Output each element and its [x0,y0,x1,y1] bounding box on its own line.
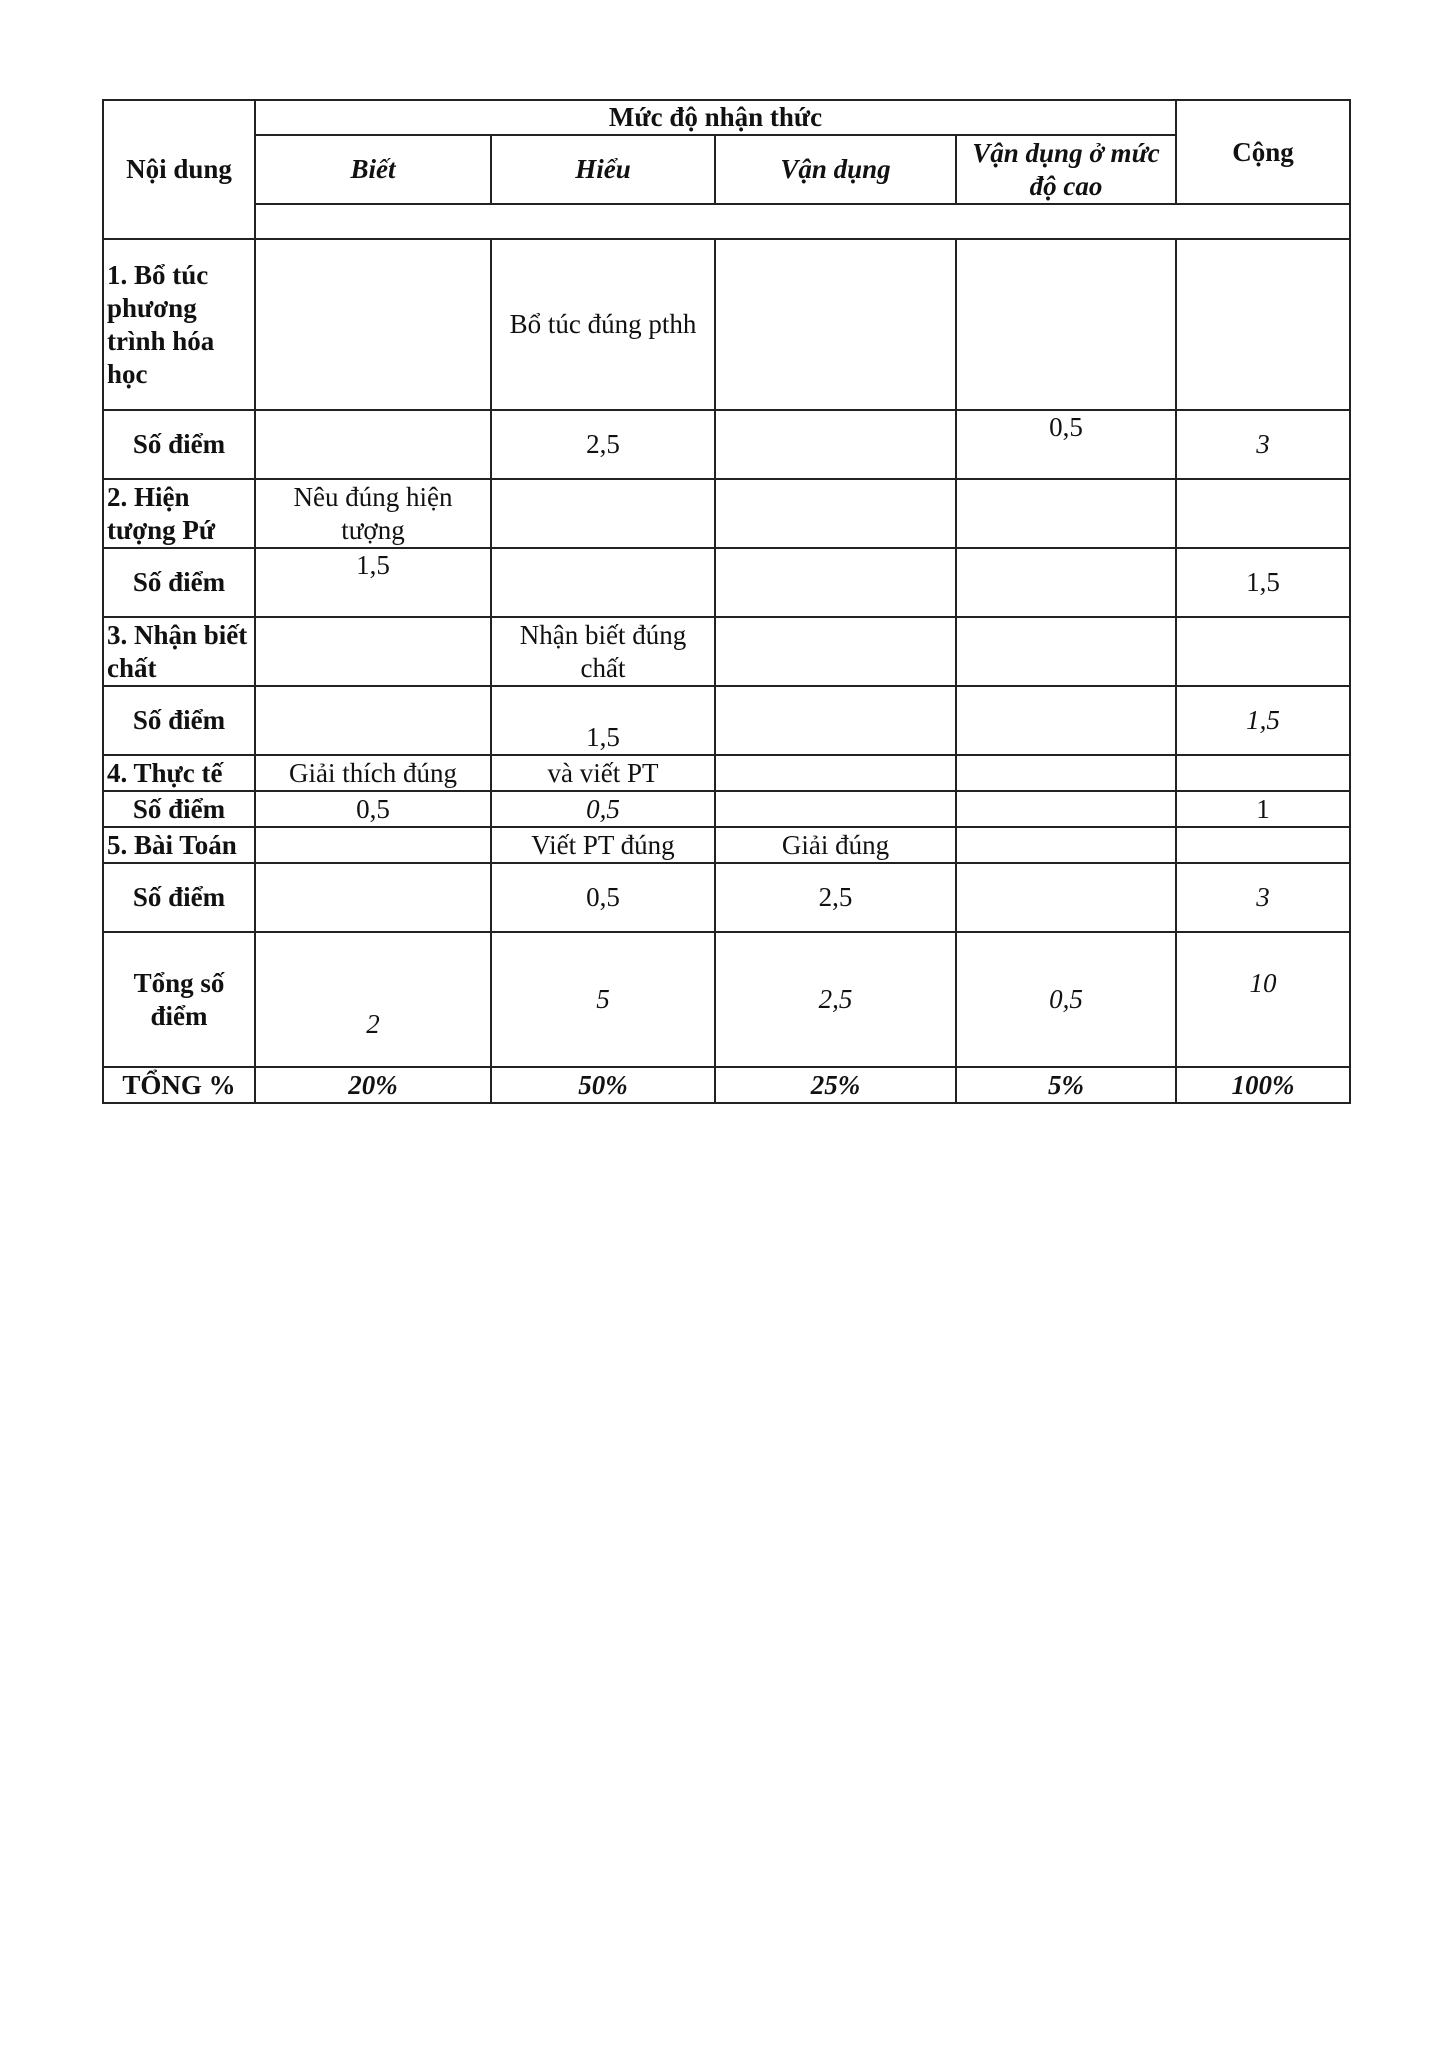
cell [956,755,1176,791]
score-5-total: 3 [1176,863,1350,932]
cell-r5-vd: Giải đúng [715,827,956,863]
cell [715,686,956,755]
topic-3: 3. Nhận biết chất [103,617,255,686]
cell [1176,617,1350,686]
cell-r5-hieu: Viết PT đúng [491,827,715,863]
score-1-hieu: 2,5 [491,410,715,479]
sum-vd: 2,5 [715,932,956,1067]
cell [491,479,715,548]
cell [715,479,956,548]
sum-biet: 2 [255,932,491,1067]
cell [1176,755,1350,791]
cell-r2-biet: Nêu đúng hiện tượng [255,479,491,548]
cell [491,548,715,617]
cell [956,791,1176,827]
score-4-biet: 0,5 [255,791,491,827]
cell [715,410,956,479]
cell [255,239,491,410]
pct-biet: 20% [255,1067,491,1103]
cell [1176,827,1350,863]
score-label-2: Số điểm [103,548,255,617]
score-2-total: 1,5 [1176,548,1350,617]
header-level-van-dung: Vận dụng [715,135,956,204]
pct-total: 100% [1176,1067,1350,1103]
score-5-hieu: 0,5 [491,863,715,932]
score-label-4: Số điểm [103,791,255,827]
score-label-3: Số điểm [103,686,255,755]
pct-hieu: 50% [491,1067,715,1103]
score-5-vd: 2,5 [715,863,956,932]
cell [956,863,1176,932]
cell [715,755,956,791]
header-content: Nội dung [103,100,255,239]
cell [1176,479,1350,548]
header-level-hieu: Hiểu [491,135,715,204]
score-4-hieu: 0,5 [491,791,715,827]
topic-4: 4. Thực tế [103,755,255,791]
score-1-total: 3 [1176,410,1350,479]
assessment-matrix-table [102,99,1351,1104]
cell [715,239,956,410]
header-spacer [255,204,1350,239]
header-total: Cộng [1176,100,1350,204]
score-label-5: Số điểm [103,863,255,932]
cell [956,479,1176,548]
topic-1: 1. Bổ túc phương trình hóa học [103,239,255,410]
cell [715,617,956,686]
cell-r4-hieu: và viết PT [491,755,715,791]
cell [956,827,1176,863]
sum-label: Tổng số điểm [103,932,255,1067]
cell [255,617,491,686]
header-level-biet: Biết [255,135,491,204]
topic-5: 5. Bài Toán [103,827,255,863]
cell [956,548,1176,617]
cell [1176,239,1350,410]
cell [715,791,956,827]
score-2-biet: 1,5 [255,548,491,617]
header-cognitive-level: Mức độ nhận thức [255,100,1176,135]
score-1-vdc: 0,5 [956,410,1176,479]
header-level-van-dung-cao: Vận dụng ở mức độ cao [956,135,1176,204]
pct-vd: 25% [715,1067,956,1103]
score-4-total: 1 [1176,791,1350,827]
cell-r4-biet: Giải thích đúng [255,755,491,791]
pct-vdc: 5% [956,1067,1176,1103]
score-3-hieu: 1,5 [491,686,715,755]
cell [255,410,491,479]
cell [956,617,1176,686]
topic-2: 2. Hiện tượng Pứ [103,479,255,548]
sum-total: 10 [1176,932,1350,1067]
cell [255,863,491,932]
cell [956,239,1176,410]
sum-vdc: 0,5 [956,932,1176,1067]
pct-label: TỔNG % [103,1067,255,1103]
cell [255,686,491,755]
score-label-1: Số điểm [103,410,255,479]
cell-r1-hieu: Bổ túc đúng pthh [491,239,715,410]
cell-r3-hieu: Nhận biết đúng chất [491,617,715,686]
cell [715,548,956,617]
sum-hieu: 5 [491,932,715,1067]
score-3-total: 1,5 [1176,686,1350,755]
cell [956,686,1176,755]
cell [255,827,491,863]
